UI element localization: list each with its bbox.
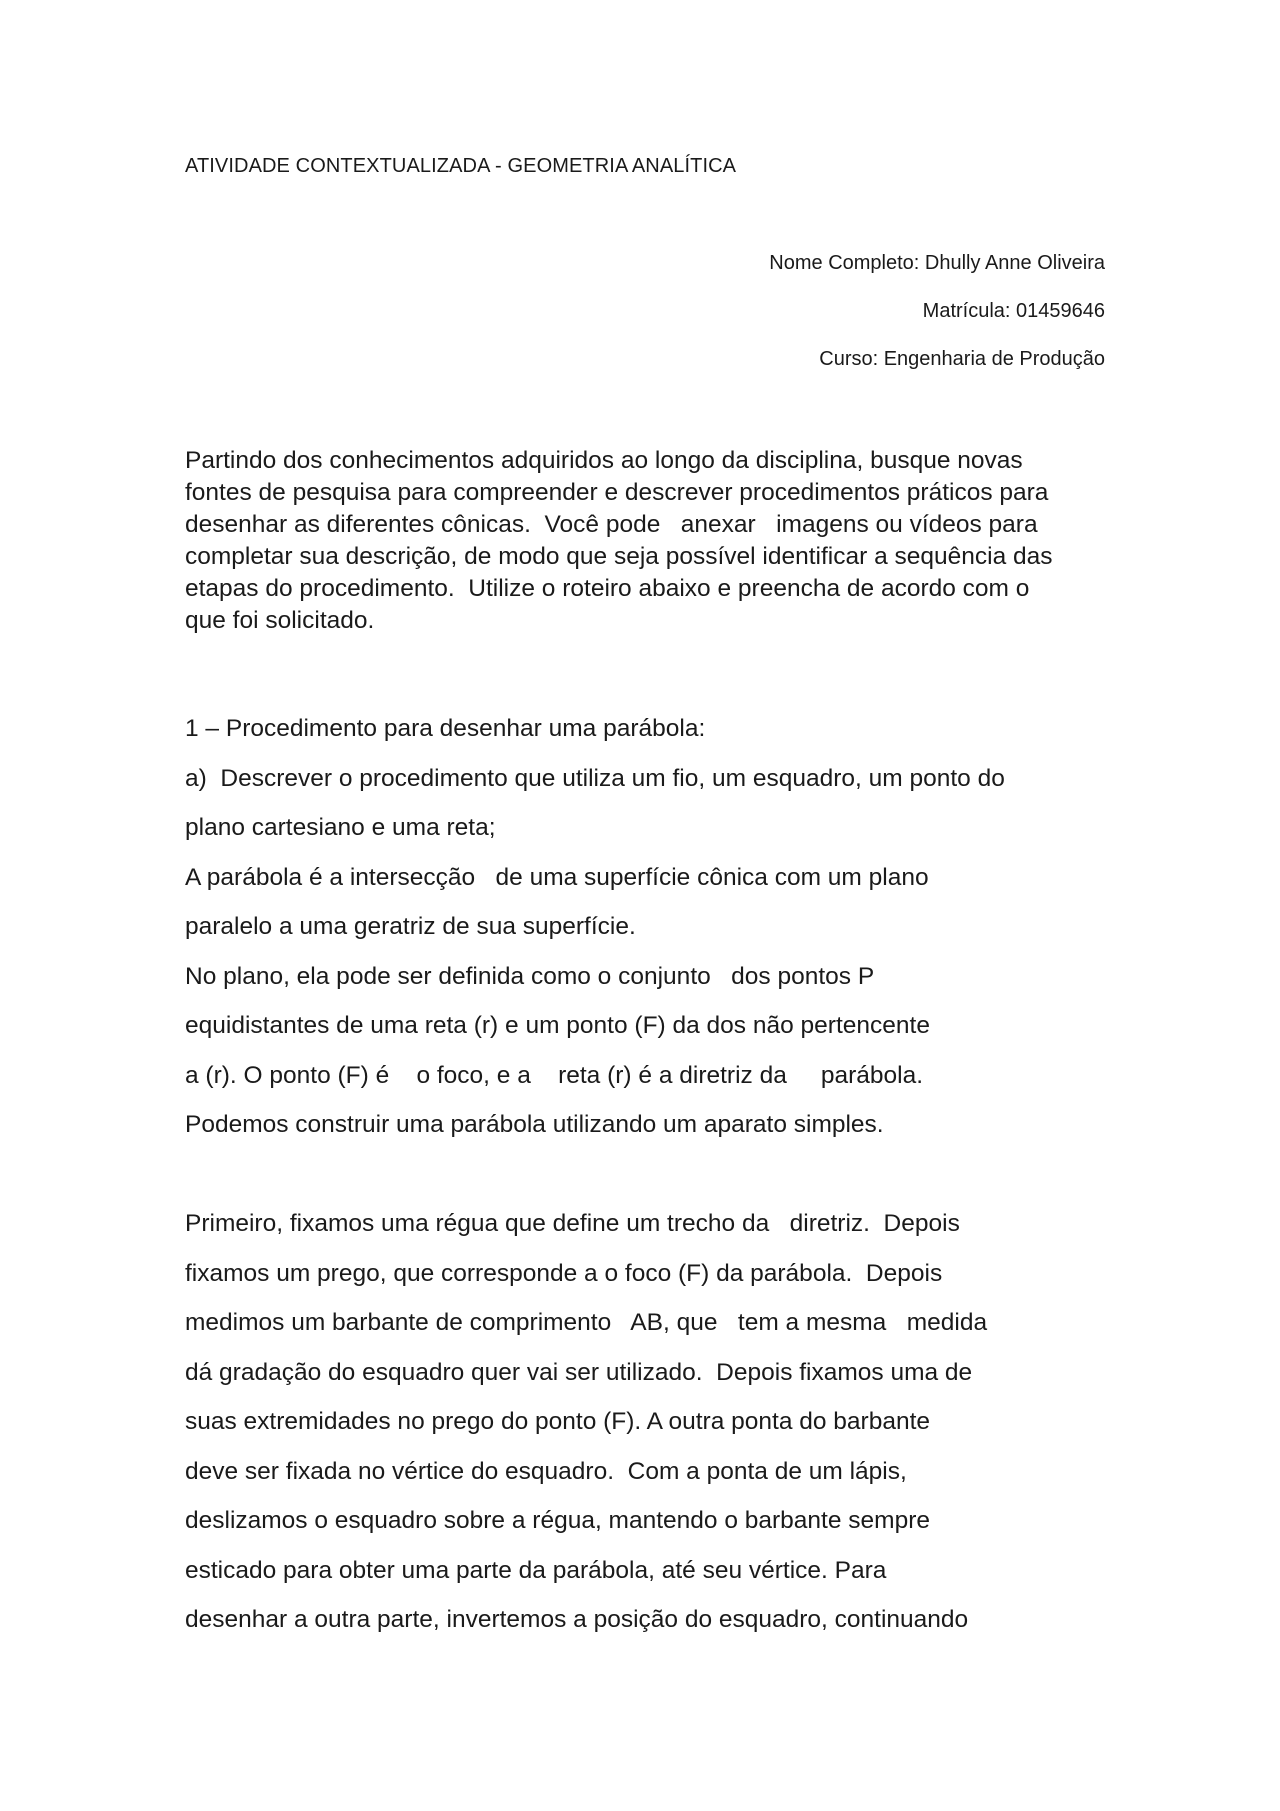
intro-line: etapas do procedimento. Utilize o roteiro abaixo e preencha de acordo com o [185, 575, 1030, 602]
answer-line: deslizamos o esquadro sobre a régua, mantendo o barbante sempre [185, 1507, 930, 1534]
intro-line: que foi solicitado. [185, 607, 375, 634]
answer-line: dá gradação do esquadro quer vai ser utilizado. Depois fixamos uma de [185, 1358, 973, 1386]
answer-line: Podemos construir uma parábola utilizando um aparato simples. [185, 1111, 884, 1138]
answer-line: a (r). O ponto (F) é o foco, e a reta (r) é a diretriz da parábola. [185, 1061, 924, 1089]
answer-line: No plano, ela pode ser definida como o conjunto dos pontos P [185, 962, 875, 990]
paragraph-gap [185, 1150, 1115, 1200]
student-course: Curso: Engenharia de Produção [819, 348, 1105, 370]
answer-line: fixamos um prego, que corresponde a o foco (F) da parábola. Depois [185, 1259, 943, 1287]
student-name: Nome Completo: Dhully Anne Oliveira [769, 252, 1105, 274]
answer-line: Primeiro, fixamos uma régua que define um trecho da diretriz. Depois [185, 1210, 960, 1237]
answer-line: esticado para obter uma parte da parábola, até seu vértice. Para [185, 1556, 887, 1584]
question-line: a) Descrever o procedimento que utiliza um fio, um esquadro, um ponto do [185, 764, 1005, 792]
answer-line: deve ser fixada no vértice do esquadro. Com a ponta de um lápis, [185, 1457, 907, 1485]
question-line: plano cartesiano e uma reta; [185, 814, 496, 841]
parabola-section [185, 704, 1115, 1645]
document-title: ATIVIDADE CONTEXTUALIZADA - GEOMETRIA ANALÍTICA [185, 155, 737, 177]
intro-line: desenhar as diferentes cônicas. Você pode anexar imagens ou vídeos para [185, 511, 1038, 538]
answer-line: paralelo a uma geratriz de sua superfície. [185, 913, 636, 940]
intro-paragraph [185, 445, 1115, 637]
intro-line: fontes de pesquisa para compreender e descrever procedimentos práticos para [185, 479, 1049, 506]
answer-line: equidistantes de uma reta (r) e um ponto (F) da dos não pertencente [185, 1012, 930, 1039]
answer-line: medimos um barbante de comprimento AB, que tem a mesma medida [185, 1309, 988, 1336]
student-info [769, 252, 1105, 396]
answer-line: desenhar a outra parte, invertemos a posição do esquadro, continuando [185, 1606, 969, 1633]
answer-line: A parábola é a intersecção de uma superfície cônica com um plano [185, 863, 929, 891]
section-heading: 1 – Procedimento para desenhar uma parábola: [185, 715, 706, 742]
intro-line: completar sua descrição, de modo que seja possível identificar a sequência das [185, 543, 1053, 570]
intro-line: Partindo dos conhecimentos adquiridos ao longo da disciplina, busque novas [185, 447, 1023, 474]
answer-line: suas extremidades no prego do ponto (F). A outra ponta do barbante [185, 1408, 931, 1435]
student-registration: Matrícula: 01459646 [922, 300, 1105, 322]
